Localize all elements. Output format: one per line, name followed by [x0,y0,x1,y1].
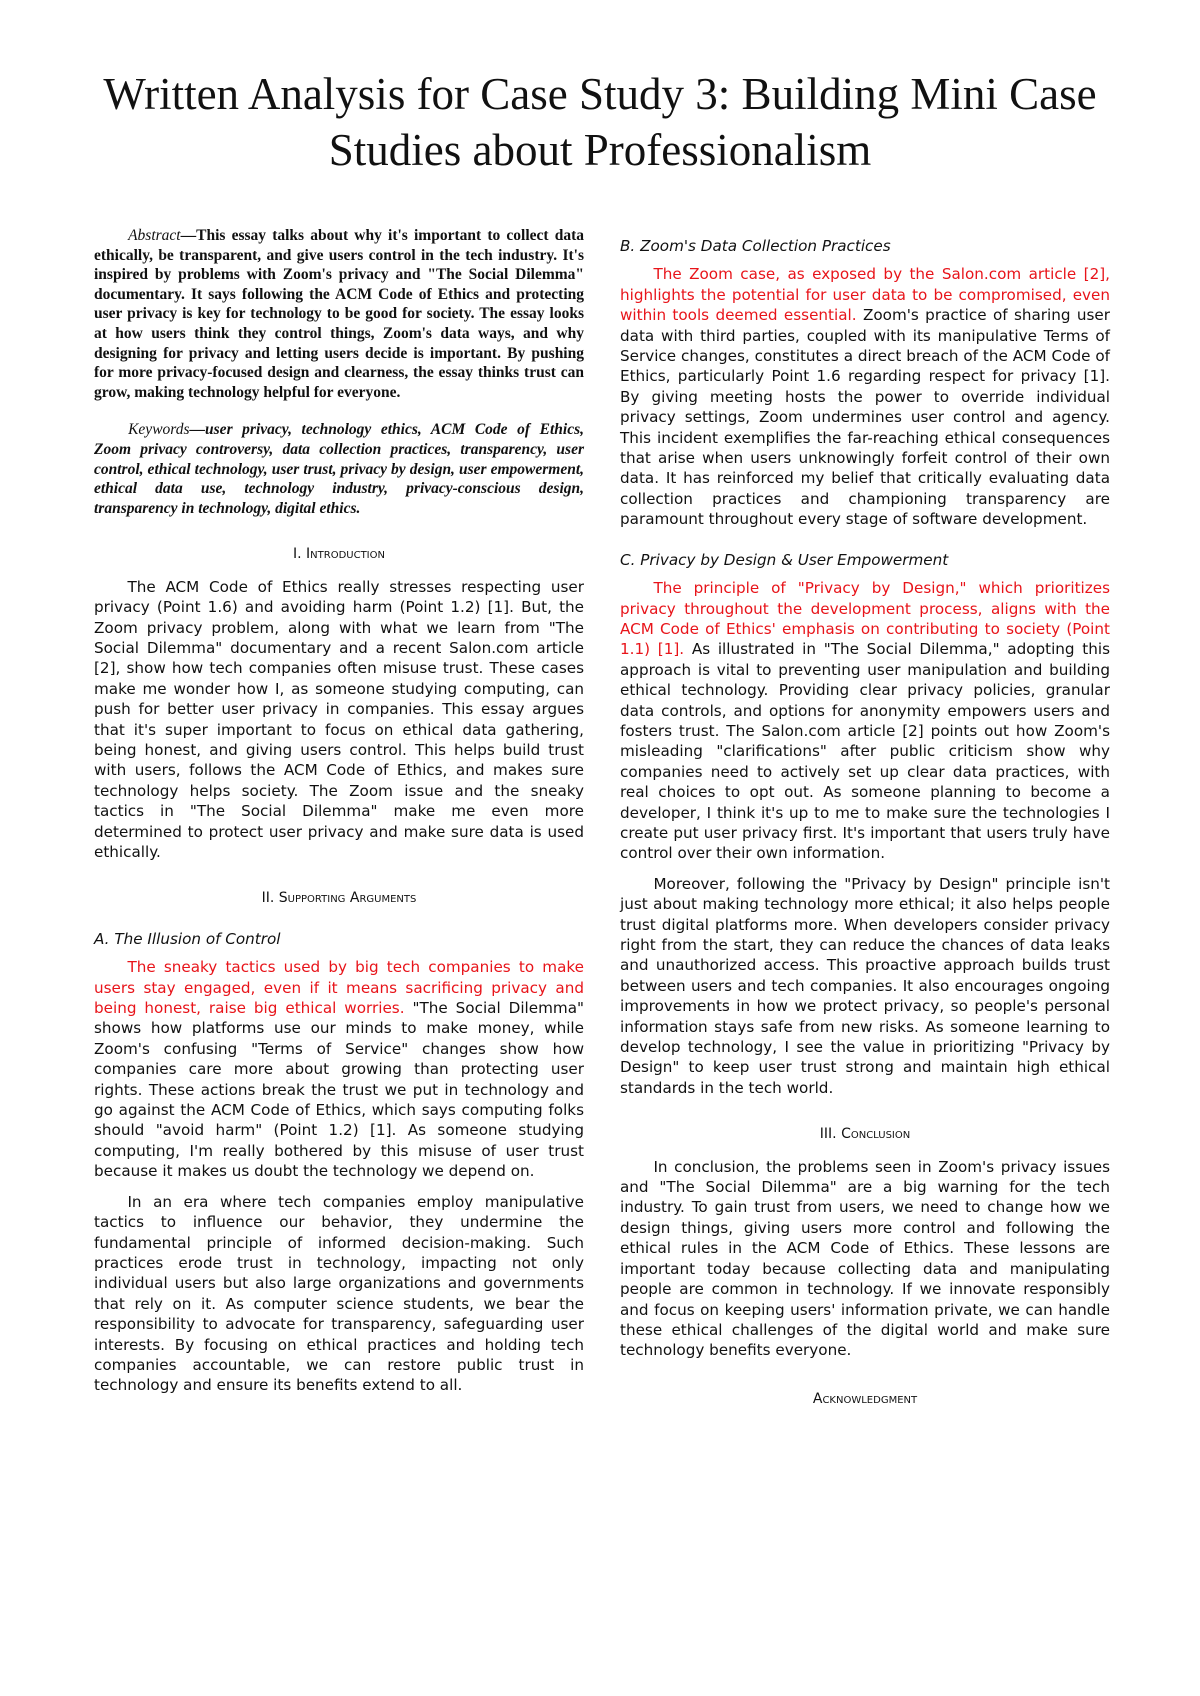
abstract-label: Abstract [128,227,181,244]
highlighted-text: The sneaky tactics used by big tech companies to make users stay engaged, even if it means sacrificing privacy and being honest, raise big ethical worries. [94,958,584,1018]
keywords-label: Keywords [128,421,190,439]
illusion-paragraph-1 [94,957,584,1181]
body-text: Zoom's practice of sharing user data with third parties, coupled with its manipulative Terms of Service changes, constitutes a direct breach of the ACM Code of Ethics, particularly Point 1.6 regarding respect for privacy [1]. By giving meeting hosts the power to override individual privacy settings, Zoom undermines user control and agency. This incident exemplifies the far-reaching ethical consequences that arise when users unknowingly forfeit control of their own data. It has reinforced my belief that critically evaluating data collection practices and championing transparency are paramount throughout every stage of software development. [620,306,1110,529]
abstract [94,226,584,402]
abstract-text: —This essay talks about why it's important to collect data ethically, be transparent, and give users control in the tech industry. It's inspired by problems with Zoom's privacy and "The Social Dilemma" documentary. It says following the ACM Code of Ethics and protecting user privacy is key for technology to be good for society. The essay looks at how users think they control things, Zoom's data ways, and why designing for privacy and letting users decide is important. By pushing for more privacy-focused design and clearness, the essay thinks trust can grow, making technology helpful for everyone. [94,227,584,401]
right-column [620,236,1110,1421]
subsection-heading-privacy-by-design: C. Privacy by Design & User Empowerment [620,550,949,569]
intro-paragraph: The ACM Code of Ethics really stresses respecting user privacy (Point 1.6) and avoiding harm (Point 1.2) [1]. But, the Zoom privacy problem, along with what we learn from "The Social Dilemma" documentary and a recent Salon.com article [2], show how tech companies often misuse trust. These cases make me wonder how I, as someone studying computing, can push for better user privacy in companies. This essay argues that it's super important to focus on ethical data gathering, being honest, and giving users control. This helps build trust with users, follows the ACM Code of Ethics, and makes sure technology helps society. The Zoom issue and the sneaky tactics in "The Social Dilemma" make me even more determined to protect user privacy and make sure data is used ethically. [94,577,584,861]
page-title: Written Analysis for Case Study 3: Building Mini Case Studies about Professionalism [103,69,1097,175]
section-heading-acknowledgment: Acknowledgment [812,1390,918,1407]
body-text: "The Social Dilemma" shows how platforms use our minds to make money, while Zoom's confusing "Terms of Service" changes show how companies care more about growing than protecting user rights. These actions break the trust we put in technology and go against the ACM Code of Ethics, which says computing folks should "avoid harm" (Point 1.2) [1]. As someone studying computing, I'm really bothered by this misuse of user trust because it makes us doubt the technology we depend on. [94,999,584,1181]
section-heading-introduction: I. Introduction [293,546,385,563]
section-heading-supporting-arguments: II. Supporting Arguments [261,890,417,907]
keywords [94,420,584,518]
zoom-data-paragraph [620,264,1110,529]
subsection-heading-illusion-of-control: A. The Illusion of Control [94,929,281,948]
highlighted-text: The principle of "Privacy by Design," which prioritizes privacy throughout the development process, aligns with the ACM Code of Ethics' emphasis on contributing to society (Point 1.1) [1]. [620,579,1110,659]
keywords-text: —user privacy, technology ethics, ACM Code of Ethics, Zoom privacy controversy, data collection practices, transparency, user control, ethical technology, user trust, privacy by design, user empowerment, ethical data use, technology industry, privacy-conscious design, transparency in technology, digital ethics. [94,421,584,517]
illusion-paragraph-2: In an era where tech companies employ manipulative tactics to influence our behavior, they undermine the fundamental principle of informed decision-making. Such practices erode trust in technology, impacting not only individual users but also large organizations and governments that rely on it. As computer science students, we bear the responsibility to advocate for transparency, safeguarding user interests. By focusing on ethical practices and holding tech companies accountable, we can restore public trust in technology and ensure its benefits extend to all. [94,1192,584,1395]
left-column [94,226,584,1396]
privacy-design-paragraph-1 [620,578,1110,864]
subsection-heading-zoom-data: B. Zoom's Data Collection Practices [620,237,891,255]
privacy-design-paragraph-2: Moreover, following the "Privacy by Design" principle isn't just about making technology more ethical; it also helps people trust digital platforms more. When developers consider privacy right from the start, they can reduce the chances of data leaks and unauthorized access. This proactive approach builds trust between users and tech companies. It also encourages ongoing improvements in how we protect privacy, so people's personal information stays safe from new risks. As someone learning to develop technology, I see the value in prioritizing "Privacy by Design" to keep user trust strong and maintain high ethical standards in the tech world. [620,874,1110,1097]
conclusion-paragraph: In conclusion, the problems seen in Zoom's privacy issues and "The Social Dilemma" are a big warning for the tech industry. To gain trust from users, we need to change how we design things, giving users more control and following the ethical rules in the ACM Code of Ethics. These lessons are important today because collecting data and manipulating people are common in technology. If we innovate responsibly and focus on keeping users' information private, we can handle these ethical challenges of the digital world and make sure technology benefits everyone. [620,1157,1110,1360]
body-text: As illustrated in "The Social Dilemma," adopting this approach is vital to preventing user manipulation and building ethical technology. Providing clear privacy policies, granular data controls, and options for anonymity empowers users and fosters trust. The Salon.com article [2] points out how Zoom's misleading "clarifications" after public criticism show why companies need to actively set up clear data practices, with real choices to opt out. As someone planning to become a developer, I think it's up to me to make sure the technologies I create put user privacy first. It's important that users truly have control over their own information. [620,640,1110,863]
highlighted-text: The Zoom case, as exposed by the Salon.com article [2], highlights the potential for user data to be compromised, even within tools deemed essential. [620,265,1110,325]
section-heading-conclusion: III. Conclusion [819,1126,911,1143]
